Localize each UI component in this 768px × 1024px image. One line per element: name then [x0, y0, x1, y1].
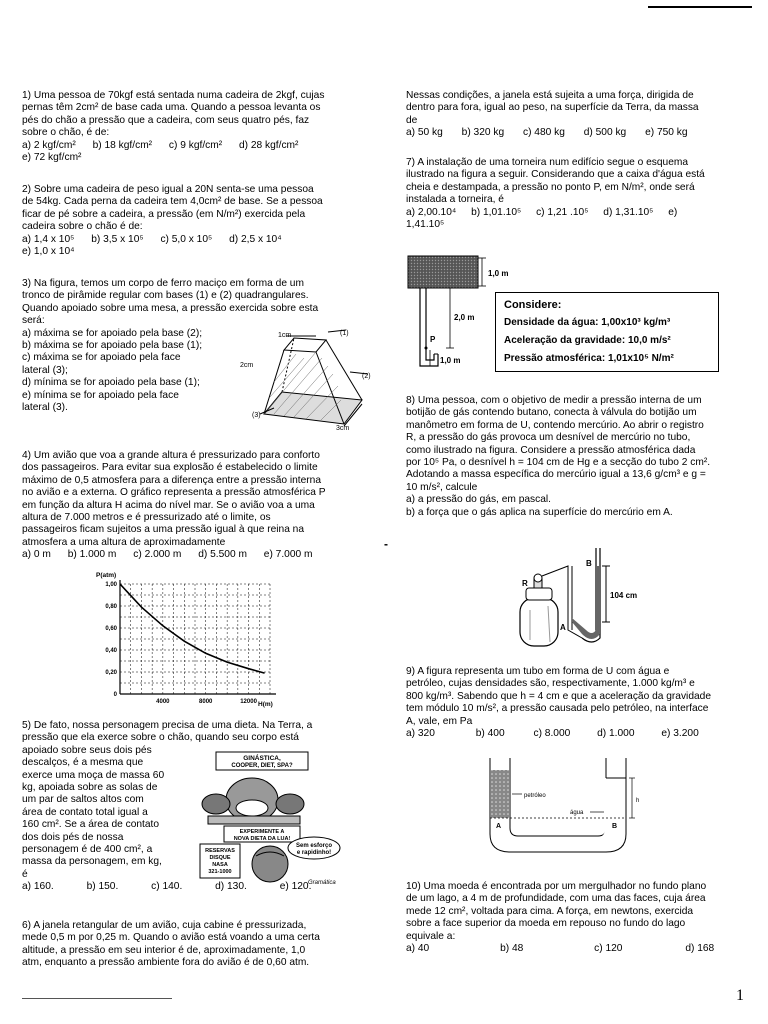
question-2 — [22, 184, 377, 258]
cartoon-text-ginastica: GINÁSTICA, — [243, 755, 281, 762]
q1-options — [22, 140, 377, 152]
question-9 — [406, 666, 756, 740]
question-6-continued — [406, 90, 756, 140]
q3-option-b: b) máxima se for apoiado pela base (1); — [22, 340, 203, 352]
frustum-base-2: (2) — [362, 373, 371, 380]
cartoon-text-sem-esforco: Sem esforço — [295, 843, 333, 849]
u-tube-figure — [486, 752, 642, 862]
q9-options — [406, 728, 756, 740]
q7-option-e-value: 1,41.10⁵ — [406, 219, 445, 231]
q1-option-a: a) 2 kgf/cm² — [22, 139, 76, 151]
cartoon-text-reservas: RESERVAS — [205, 848, 235, 854]
q5-option-c: c) 140. — [151, 881, 183, 893]
q7-option-d: d) 1,31.10⁵ — [603, 206, 654, 218]
q2-option-c: c) 5,0 x 10⁵ — [160, 233, 213, 245]
header-rule — [648, 6, 752, 8]
considere-box — [495, 292, 719, 372]
q3-option-d: d) mínima se for apoiado pela base (1); — [22, 377, 200, 389]
frustum-label-1cm: 1cm — [278, 332, 292, 339]
q1-line: pés do chão a pressão que a cadeira, com seus quatro pés, faz — [22, 114, 310, 126]
q9-line: 9) A figura representa um tubo em forma de U com água e — [406, 666, 670, 677]
q4-option-e: e) 7.000 m — [263, 549, 313, 561]
pressure-altitude-chart — [88, 568, 288, 710]
q9-option-e: e) 3.200 — [661, 728, 699, 740]
q9-line: petróleo, cujas densidades são, respectivamente, 1.000 kg/m³ e — [406, 678, 695, 690]
q4-line: altura de 7.000 metros e é pressurizado até o limite, os — [22, 512, 271, 524]
q3-line: Quando apoiado sobre uma mesa, a pressão exercida sobre esta — [22, 302, 319, 314]
q7-line: ilustrado na figura a seguir. Considerando que a caixa d'água está — [406, 169, 705, 181]
q5-wrap-line: massa da personagem, em kg, — [22, 856, 162, 868]
q4-line: em função da altura H acima do nível mar. Se o avião voa a uma — [22, 499, 315, 511]
page-number: 1 — [736, 987, 744, 1004]
q5-line: 5) De fato, nossa personagem precisa de uma dieta. Na Terra, a — [22, 720, 313, 731]
q10-option-d: d) 168 — [685, 943, 715, 955]
u-tube-h-label: h — [636, 798, 640, 804]
q8-line: 8) Uma pessoa, com o objetivo de medir a pressão interna de um — [406, 395, 702, 406]
question-6 — [22, 920, 377, 970]
question-7 — [406, 157, 756, 231]
chart-ytick-label: 0,20 — [105, 670, 117, 676]
q5-wrap-line: descalços, é a mesma que — [22, 757, 144, 769]
q10-line: de um lago, a 4 m de profundidade, com uma das faces, cuja área — [406, 893, 706, 905]
q10-line: equivale a: — [406, 930, 456, 942]
q4-option-d: d) 5.500 m — [198, 549, 247, 561]
q8-line: R, a pressão do gás provoca um desnível de mercúrio no tubo, — [406, 432, 691, 444]
q2-line: 2) Sobre uma cadeira de peso igual a 20N senta-se uma pessoa — [22, 184, 314, 195]
cartoon-text-nova-dieta: NOVA DIETA DA LUA! — [233, 836, 291, 842]
chart-ytick-label: 1,00 — [105, 582, 117, 588]
q3-option-e: e) mínima se for apoiado pela face — [22, 389, 179, 401]
q9-option-c: c) 8.000 — [533, 728, 571, 740]
q2-option-b: b) 3,5 x 10⁵ — [91, 233, 144, 245]
q4-line: atmosfera a uma altura de aproximadamente — [22, 536, 226, 548]
chart-ytick-label: 0,60 — [105, 626, 117, 632]
frustum-base-1: (1) — [340, 330, 349, 337]
q6-option-e: e) 750 kg — [645, 127, 688, 139]
considere-pressure: Pressão atmosférica: 1,01x10⁵ N/m² — [504, 353, 674, 364]
q5-wrap-line: exerce uma moça de massa 60 — [22, 769, 165, 781]
q2-line: ficar de pé sobre a cadeira, a pressão (em N/m²) exercida pela — [22, 208, 306, 220]
diet-cartoon — [196, 752, 342, 888]
q6-option-d: d) 500 kg — [583, 127, 627, 139]
q1-option-c: c) 9 kgf/cm² — [168, 139, 223, 151]
manometer-h-label: 104 cm — [610, 591, 638, 600]
q6-line: mede 0,5 m por 0,25 m. Quando o avião está voando a uma certa — [22, 932, 320, 944]
cartoon-text-nasa: NASA — [212, 862, 228, 868]
q4-option-b: b) 1.000 m — [67, 549, 117, 561]
q3-option-e-cont: lateral (3). — [22, 402, 68, 414]
question-10 — [406, 881, 756, 955]
q6-option-c: c) 480 kg — [522, 127, 565, 139]
water-tank-figure — [404, 250, 509, 380]
chart-xtick-label: 4000 — [156, 699, 170, 705]
q1-line: sobre o chão, é de: — [22, 127, 110, 139]
q6-cont-line: de — [406, 114, 418, 126]
footnote-rule — [22, 998, 172, 999]
q5-wrap-line: apoiado sobre seus dois pés — [22, 744, 152, 756]
chart-ylabel: P(atm) — [96, 572, 117, 579]
q1-option-b: b) 18 kgf/cm² — [92, 139, 153, 151]
q6-options — [406, 127, 756, 139]
chart-xtick-label: 12000 — [240, 699, 257, 705]
cartoon-text-disque: DISQUE — [209, 855, 231, 861]
q2-option-a: a) 1,4 x 10⁵ — [22, 233, 75, 245]
gas-manometer-figure — [508, 542, 658, 657]
q3-option-c: c) máxima se for apoiado pela face — [22, 352, 181, 364]
q8-line: Adotando a massa específica do mercúrio igual a 13,6 g/cm³ e g = — [406, 469, 706, 481]
q4-option-c: c) 2.000 m — [133, 549, 182, 561]
q6-line: 6) A janela retangular de um avião, cuja cabine é pressurizada, — [22, 920, 307, 931]
q4-line: máximo de 0,5 atmosfera para a diferença entre a pressão interna — [22, 474, 321, 486]
q5-wrap-line: área de contato total igual a — [22, 806, 148, 818]
q7-line: cheia e destampada, a pressão no ponto P, em N/m², onde será — [406, 181, 695, 193]
q2-line: cadeira sobre o chão é de: — [22, 221, 143, 233]
q5-option-e: e) 120. — [279, 881, 312, 893]
point-p-label: P — [430, 335, 436, 344]
cartoon-text-experimente: EXPERIMENTE A — [239, 829, 285, 835]
q5-line: pressão que ela exerce sobre o chão, quando seu corpo está — [22, 732, 299, 744]
q5-option-d: d) 130. — [215, 881, 247, 893]
q6-line: altitude, a pressão em seu interior é de, aproximadamente, 1,0 — [22, 944, 306, 956]
q10-options — [406, 943, 756, 955]
height-label-bottom: 1,0 m — [440, 356, 461, 365]
q7-line: 7) A instalação de uma torneira num edifício segue o esquema — [406, 157, 689, 168]
q2-option-d: d) 2,5 x 10⁴ — [229, 233, 282, 245]
q5-wrap-line: personagem é de 400 cm², a — [22, 844, 153, 856]
q7-line: instalada a torneira, é — [406, 194, 504, 206]
q4-line: 4) Um avião que voa a grande altura é pressurizado para conforto — [22, 450, 320, 461]
q8-item-b: b) a força que o gás aplica na superfície do mercúrio em A. — [406, 506, 673, 518]
valve-r-label: R — [522, 579, 528, 588]
q10-option-b: b) 48 — [500, 943, 524, 955]
q2-options — [22, 234, 377, 246]
chart-axes — [120, 580, 276, 694]
q5-wrap-line: é — [22, 868, 28, 880]
q1-option-d: d) 28 kgf/cm² — [238, 139, 299, 151]
chart-ticks — [105, 582, 257, 705]
q4-line: passageiros ficam sujeitos a uma pressão igual à que reina na — [22, 524, 305, 536]
considere-density: Densidade da água: 1,00x10³ kg/m³ — [504, 317, 671, 328]
q6-cont-line: Nessas condições, a janela está sujeita a uma força, dirigida de — [406, 90, 694, 101]
height-label-middle: 2,0 m — [454, 313, 475, 322]
q3-line: será: — [22, 315, 45, 327]
q5-option-a: a) 160. — [22, 881, 54, 893]
q7-option-e: e) — [668, 206, 678, 218]
q9-option-d: d) 1.000 — [597, 728, 635, 740]
q9-option-b: b) 400 — [475, 728, 505, 740]
q7-options — [406, 207, 756, 219]
q9-line: tem módulo 10 m/s², a pressão causada pelo petróleo, na interface — [406, 703, 709, 715]
q4-options — [22, 549, 377, 561]
frustum-face-3: (3) — [252, 412, 261, 419]
q8-line: como ilustrado na figura. Considere a pressão atmosférica dada — [406, 444, 696, 456]
u-tube-water-label: água — [570, 810, 584, 816]
q8-item-a: a) a pressão do gás, em pascal. — [406, 494, 551, 506]
q4-line: no avião e a externa. O gráfico representa a pressão atmosférica P — [22, 487, 326, 499]
q6-option-a: a) 50 kg — [406, 127, 443, 139]
u-tube-oil-label: petróleo — [524, 793, 546, 799]
frustum-label-2cm: 2cm — [240, 362, 254, 369]
q5-wrap-line: kg, apoiada sobre as solas de — [22, 782, 158, 794]
considere-title: Considere: — [504, 299, 562, 311]
q9-line: 800 kg/m³. Sabendo que h = 4 cm e que a aceleração da gravidade — [406, 690, 711, 702]
stray-mark: - — [384, 537, 388, 551]
chart-ytick-label: 0,80 — [105, 604, 117, 610]
height-label-top: 1,0 m — [488, 269, 509, 278]
q1-line: pernas têm 2cm² de base cada uma. Quando a pessoa levanta os — [22, 102, 321, 114]
q3-option-a: a) máxima se for apoiado pela base (2); — [22, 327, 203, 339]
chart-xlabel: H(m) — [258, 701, 273, 708]
u-tube-a-label: A — [496, 823, 502, 830]
q7-option-b: b) 1,01.10⁵ — [471, 206, 522, 218]
cartoon-text-cooper: COOPER, DIET, SPA? — [231, 763, 293, 769]
q8-line: botijão de gás contendo butano, conecta à válvula do botijão um — [406, 407, 697, 419]
q1-line: 1) Uma pessoa de 70kgf está sentada numa cadeira de 2kgf, cujas — [22, 90, 325, 101]
q3-option-c-cont: lateral (3); — [22, 364, 68, 376]
q3-line: 3) Na figura, temos um corpo de ferro maciço em forma de um — [22, 278, 304, 289]
q5-wrap-line: um par de saltos altos com — [22, 794, 144, 806]
q10-option-a: a) 40 — [406, 943, 430, 955]
q6-option-b: b) 320 kg — [461, 127, 505, 139]
q5-wrap-line: 160 cm². Se a área de contato — [22, 819, 160, 831]
point-a-label: A — [560, 623, 566, 632]
chart-ytick-label: 0,40 — [105, 648, 117, 654]
q5-wrap-line: dos dois pés de nossa — [22, 831, 124, 843]
q10-option-c: c) 120 — [594, 943, 623, 955]
q3-line: tronco de pirâmide regular com bases (1) e (2) quadrangulares. — [22, 290, 309, 302]
pressure-curve — [120, 584, 265, 673]
q10-line: 10) Uma moeda é encontrada por um mergulhador no fundo plano — [406, 881, 707, 892]
q8-line: 10 m/s², calcule — [406, 481, 478, 493]
q10-line: mede 12 cm², voltada para cima. A força, em newtons, exercida — [406, 905, 694, 917]
cartoon-text-rapidinho: e rapidinho! — [296, 850, 332, 856]
chart-ytick-label: 0 — [113, 692, 117, 698]
q2-option-e: e) 1,0 x 10⁴ — [22, 246, 75, 258]
q4-line: dos passageiros. Para evitar sua explosão é estabelecido o limite — [22, 462, 318, 474]
q4-option-a: a) 0 m — [22, 549, 51, 561]
frustum-label-3cm: 3cm — [336, 425, 350, 432]
q7-option-a: a) 2,00.10⁴ — [406, 206, 457, 218]
frustum-figure — [234, 322, 384, 432]
q8-line: por 10⁵ Pa, o desnível h = 104 cm de Hg e a secção do tubo 2 cm². — [406, 457, 711, 469]
u-tube-b-label: B — [612, 823, 618, 830]
chart-xtick-label: 8000 — [199, 699, 213, 705]
considere-gravity: Aceleração da gravidade: 10,0 m/s² — [504, 335, 671, 346]
question-1 — [22, 90, 377, 164]
q9-option-a: a) 320 — [406, 728, 435, 740]
question-8 — [406, 395, 756, 519]
q1-option-e: e) 72 kgf/cm² — [22, 152, 82, 164]
question-4 — [22, 450, 377, 562]
q6-line: atm, enquanto a pressão ambiente fora do avião é de 0,60 atm. — [22, 957, 310, 969]
q8-line: manômetro em forma de U, contendo mercúrio. Ao abrir o registro — [406, 419, 704, 431]
q7-option-c: c) 1,21 .10⁵ — [536, 206, 589, 218]
cartoon-text-phone: 321-1000 — [208, 869, 232, 875]
q10-line: sobre a face superior da moeda em repouso no fundo do lago — [406, 918, 686, 930]
q9-line: A, vale, em Pa — [406, 715, 473, 727]
cartoon-credit: Gramática — [308, 880, 336, 886]
q6-cont-line: dentro para fora, igual ao peso, na superfície da Terra, da massa — [406, 102, 699, 114]
q2-line: de 54kg. Cada perna da cadeira tem 4,0cm² de base. Se a pessoa — [22, 196, 323, 208]
chart-grid — [120, 584, 270, 694]
point-b-label: B — [586, 559, 592, 568]
q5-option-b: b) 150. — [86, 881, 119, 893]
